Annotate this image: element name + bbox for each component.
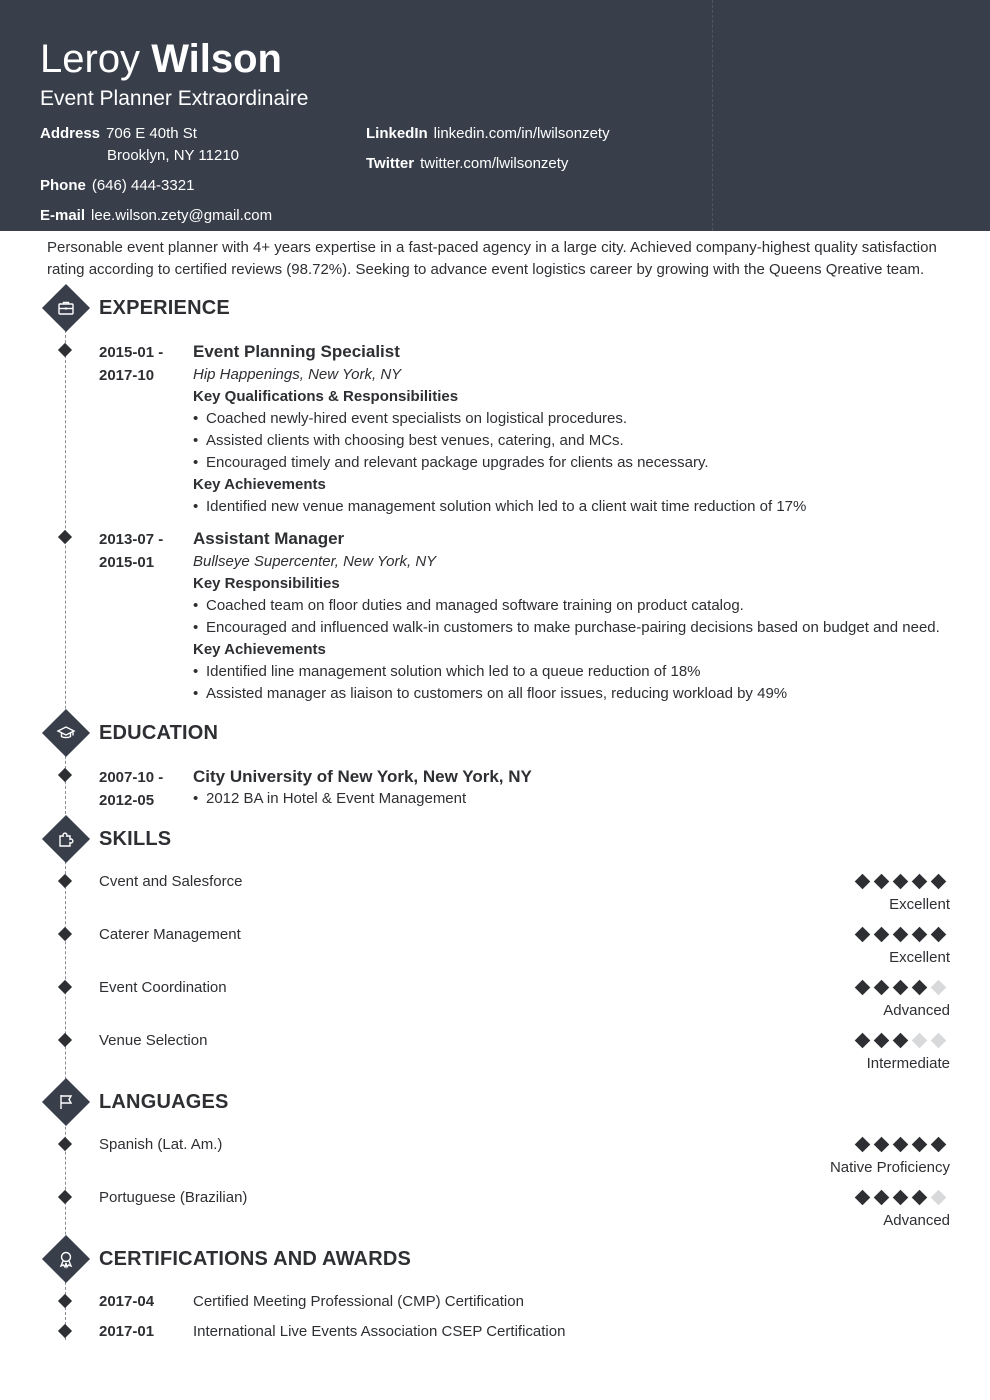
rating-diamond-filled (912, 1190, 928, 1206)
rating-diamond-filled (912, 980, 928, 996)
timeline-marker (58, 927, 72, 941)
cert-date: 2017-04 (99, 1293, 155, 1310)
responsibility-item: • Coached team on floor duties and managed software training on product catalog. (193, 595, 953, 617)
timeline-marker (58, 343, 72, 357)
address-block (40, 123, 239, 167)
certifications-title: CERTIFICATIONS AND AWARDS (99, 1248, 412, 1270)
skill-rating (855, 874, 950, 888)
rating-diamond-filled (931, 927, 947, 943)
twitter-block (366, 153, 568, 175)
skill-level: Excellent (889, 949, 950, 966)
timeline-marker (58, 1033, 72, 1047)
timeline-marker (58, 768, 72, 782)
rating-diamond-filled (855, 874, 871, 890)
twitter-link[interactable]: twitter.com/lwilsonzety (420, 155, 569, 172)
rating-diamond-empty (931, 1033, 947, 1049)
language-level: Advanced (883, 1212, 950, 1229)
timeline-marker (58, 1324, 72, 1338)
job-date-start: 2015-01 - (99, 344, 164, 361)
languages-title: LANGUAGES (99, 1091, 229, 1113)
education-date-start: 2007-10 - (99, 769, 164, 786)
education-dates (99, 766, 189, 812)
cert-date: 2017-01 (99, 1323, 155, 1340)
twitter-label: Twitter (366, 155, 415, 172)
rating-diamond-empty (931, 1190, 947, 1206)
linkedin-block (366, 123, 610, 145)
address-label: Address (40, 125, 101, 142)
rating-diamond-filled (893, 1033, 909, 1049)
email-link[interactable]: lee.wilson.zety@gmail.com (91, 207, 273, 224)
summary: Personable event planner with 4+ years expertise in a fast-paced agency in a large city. Achieved company-highest quality satisfaction rating according to certified reviews (98.72%). Seeking to advance event logistics career by growing with the Queens Qreative team. (47, 239, 937, 278)
responsibility-item: • Encouraged timely and relevant package upgrades for clients as necessary. (193, 452, 953, 474)
job-body (193, 341, 953, 518)
rating-diamond-filled (855, 1190, 871, 1206)
job-company: Hip Happenings, New York, NY (193, 366, 402, 383)
cert-name: Certified Meeting Professional (CMP) Certification (193, 1293, 524, 1310)
rating-diamond-filled (912, 927, 928, 943)
rating-diamond-filled (931, 1137, 947, 1153)
education-body (193, 766, 953, 810)
rating-diamond-filled (855, 980, 871, 996)
resume-header (0, 0, 990, 231)
language-level: Native Proficiency (829, 1159, 950, 1176)
job-date-end: 2015-01 (99, 554, 155, 571)
responsibilities-heading: Key Responsibilities (193, 575, 340, 592)
language-name: Portuguese (Brazilian) (99, 1189, 248, 1206)
language-name: Spanish (Lat. Am.) (99, 1136, 223, 1153)
responsibility-item: • Coached newly-hired event specialists on logistical procedures. (193, 408, 953, 430)
rating-diamond-filled (893, 874, 909, 890)
phone-block (40, 175, 194, 197)
skill-rating (855, 1033, 950, 1047)
responsibilities-heading: Key Qualifications & Responsibilities (193, 388, 459, 405)
job-company: Bullseye Supercenter, New York, NY (193, 553, 437, 570)
achievement-item: • Identified new venue management solution which led to a client wait time reduction of 17% (193, 496, 953, 518)
last-name: Wilson (151, 37, 282, 81)
degree-item: • 2012 BA in Hotel & Event Management (193, 788, 953, 810)
skill-row (99, 924, 950, 974)
skill-row (99, 871, 950, 921)
timeline-marker (58, 1294, 72, 1308)
education-date-end: 2012-05 (99, 792, 155, 809)
skill-level: Intermediate (866, 1055, 950, 1072)
timeline-marker (58, 530, 72, 544)
rating-diamond-filled (874, 1137, 890, 1153)
rating-diamond-filled (912, 874, 928, 890)
award-ribbon-icon (42, 1235, 90, 1283)
rating-diamond-filled (874, 1033, 890, 1049)
rating-diamond-filled (874, 980, 890, 996)
job-title: Event Planning Specialist (193, 342, 400, 361)
job-date-end: 2017-10 (99, 367, 155, 384)
language-row (99, 1187, 950, 1237)
headline: Event Planner Extraordinaire (40, 87, 309, 110)
skill-name: Event Coordination (99, 979, 227, 996)
timeline-marker (58, 980, 72, 994)
rating-diamond-filled (931, 874, 947, 890)
graduation-cap-icon (42, 709, 90, 757)
skill-rating (855, 927, 950, 941)
language-row (99, 1134, 950, 1184)
cert-name: International Live Events Association CSEP Certification (193, 1323, 566, 1340)
skill-row (99, 1030, 950, 1080)
timeline-marker (58, 1190, 72, 1204)
header-divider (712, 0, 713, 231)
achievements-heading: Key Achievements (193, 476, 326, 493)
rating-diamond-filled (893, 927, 909, 943)
experience-title: EXPERIENCE (99, 297, 230, 319)
skill-name: Venue Selection (99, 1032, 208, 1049)
briefcase-icon (42, 284, 90, 332)
rating-diamond-filled (855, 1137, 871, 1153)
rating-diamond-filled (855, 1033, 871, 1049)
responsibility-item: • Assisted clients with choosing best venues, catering, and MCs. (193, 430, 953, 452)
achievement-item: • Assisted manager as liaison to customers on all floor issues, reducing workload by 49% (193, 683, 953, 705)
puzzle-icon (42, 815, 90, 863)
address-line2: Brooklyn, NY 11210 (107, 147, 240, 164)
rating-diamond-empty (912, 1033, 928, 1049)
rating-diamond-filled (912, 1137, 928, 1153)
phone-value: (646) 444-3321 (91, 177, 195, 194)
skill-name: Cvent and Salesforce (99, 873, 243, 890)
skills-title: SKILLS (99, 828, 172, 850)
rating-diamond-filled (874, 874, 890, 890)
responsibility-item: • Encouraged and influenced walk-in customers to make purchase-pairing decisions based on budget and need. (193, 617, 953, 639)
rating-diamond-filled (855, 927, 871, 943)
job-date-start: 2013-07 - (99, 531, 164, 548)
skill-row (99, 977, 950, 1027)
email-block (40, 205, 272, 227)
skill-level: Excellent (889, 896, 950, 913)
timeline-marker (58, 874, 72, 888)
linkedin-label: LinkedIn (366, 125, 428, 142)
job-dates (99, 528, 189, 574)
job-title: Assistant Manager (193, 529, 345, 548)
job-body (193, 528, 953, 705)
language-rating (855, 1190, 950, 1204)
flag-icon (42, 1078, 90, 1126)
achievements-heading: Key Achievements (193, 641, 326, 658)
school-name: City University of New York, New York, NY (193, 767, 532, 786)
address-line1: 706 E 40th St (106, 125, 197, 142)
rating-diamond-filled (893, 1137, 909, 1153)
email-label: E-mail (40, 207, 86, 224)
language-rating (855, 1137, 950, 1151)
education-title: EDUCATION (99, 722, 219, 744)
job-dates (99, 341, 189, 387)
skill-level: Advanced (883, 1002, 950, 1019)
rating-diamond-filled (874, 927, 890, 943)
rating-diamond-filled (874, 1190, 890, 1206)
rating-diamond-empty (931, 980, 947, 996)
skill-name: Caterer Management (99, 926, 241, 943)
rating-diamond-filled (893, 980, 909, 996)
timeline-marker (58, 1137, 72, 1151)
phone-label: Phone (40, 177, 86, 194)
skill-rating (855, 980, 950, 994)
candidate-name (40, 36, 282, 82)
linkedin-link[interactable]: linkedin.com/in/lwilsonzety (433, 125, 610, 142)
rating-diamond-filled (893, 1190, 909, 1206)
achievement-item: • Identified line management solution which led to a queue reduction of 18% (193, 661, 953, 683)
first-name: Leroy (40, 37, 141, 81)
